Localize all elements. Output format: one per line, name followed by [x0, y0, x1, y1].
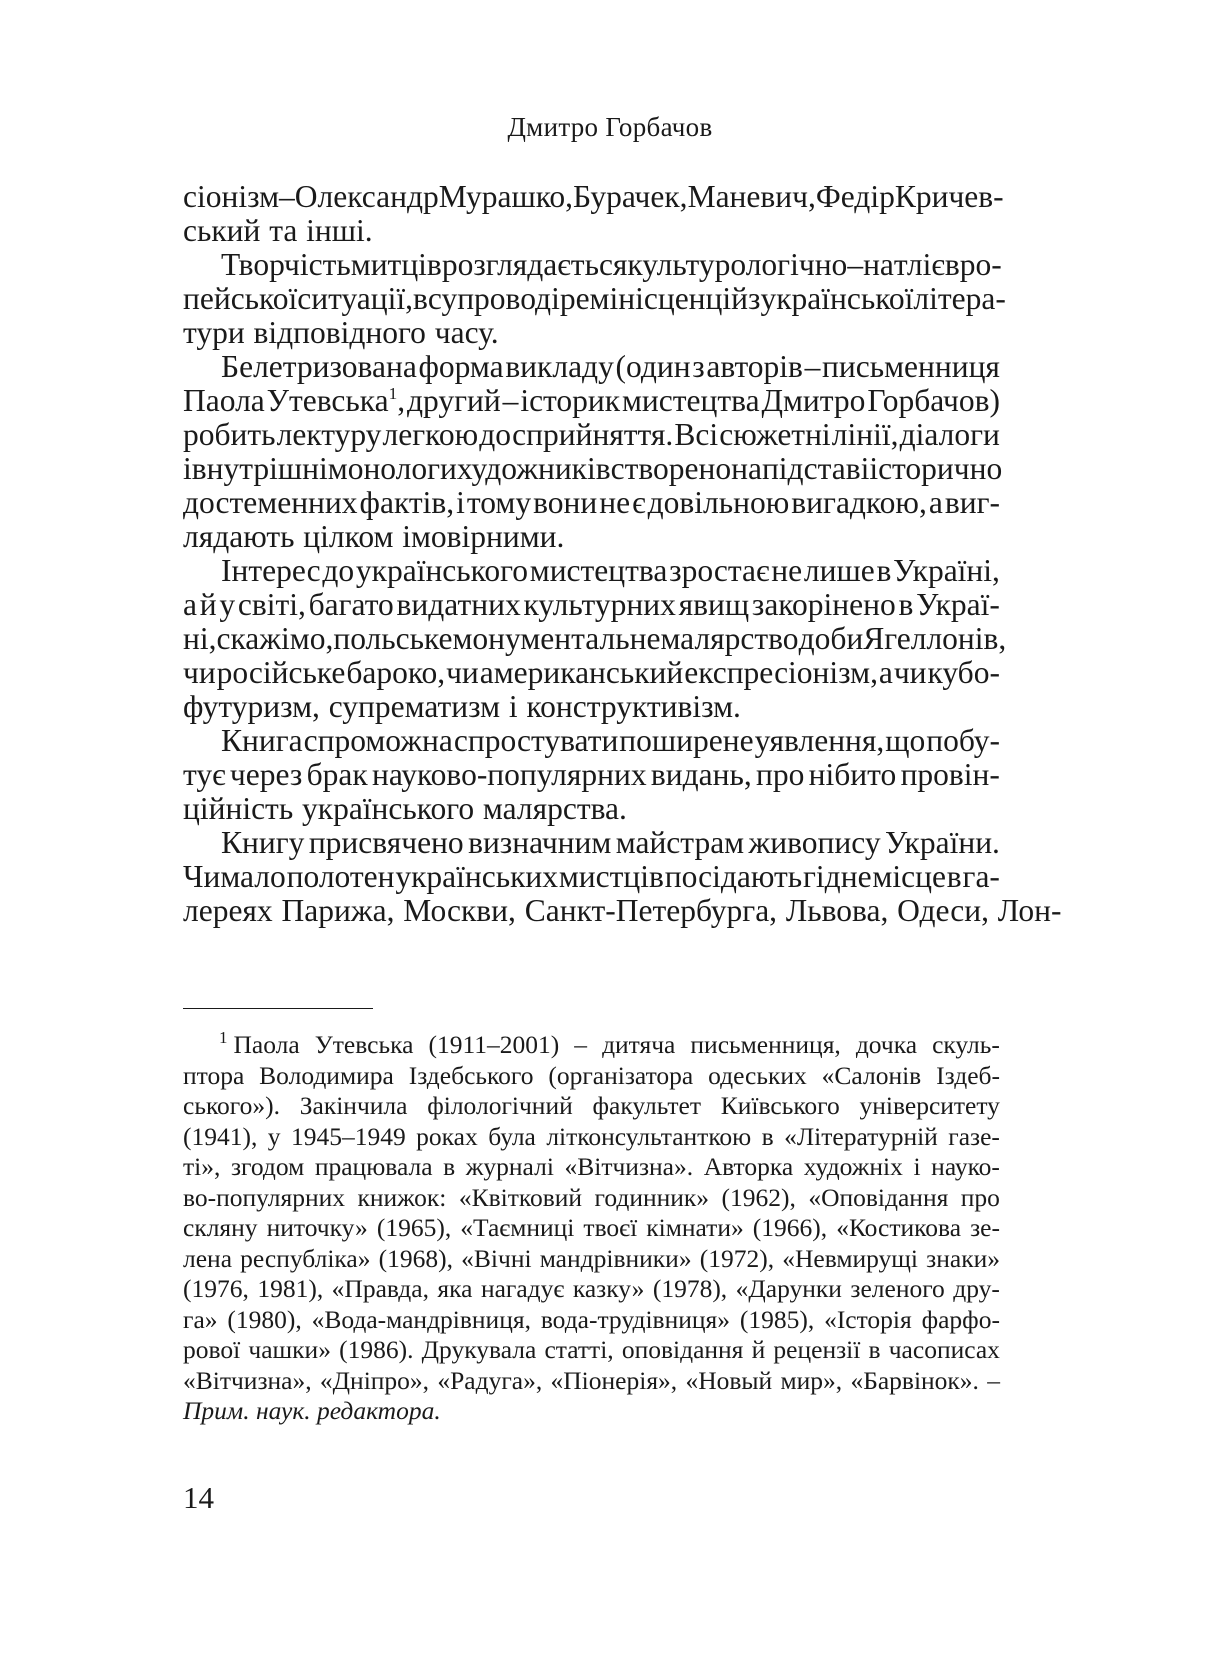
text-line: а й у світі, багато видатних культурних явищ закорінено в Украї-	[183, 587, 1000, 622]
text-line: робить лектуру легкою до сприйняття. Всі сюжетні лінії, діалоги	[183, 417, 1000, 452]
footnote-line: птора Володимира Іздебського (організатора одеських «Салонів Іздеб-	[183, 1060, 1000, 1090]
footnote	[183, 1030, 1000, 1427]
footnote-marker: 1	[219, 1028, 228, 1047]
paragraph	[183, 179, 1004, 248]
footnote-line: (1941), у 1945–1949 роках була літконсультанткою в «Літературній газе-	[183, 1121, 1000, 1151]
footnote-line: га» (1980), «Вода-мандрівниця, вода-трудівниця» (1985), «Історія фарфо-	[183, 1304, 1000, 1334]
text-line: достеменних фактів, і тому вони не є довільною вигадкою, а виг-	[183, 485, 1000, 520]
footnote-line: ті», згодом працювала в журналі «Вітчизна». Авторка художніх і науко-	[183, 1152, 1000, 1181]
text-line: Паола Утевська$^1$, другий – історик мистецтва Дмитро Горбачов)	[183, 383, 1000, 418]
text-line: чи російське бароко, чи американський експресіонізм, а чи кубо-	[183, 655, 1000, 690]
text-line: Книга спроможна спростувати поширене уявлення, що побу-	[221, 723, 1000, 758]
text-line: Белетризована форма викладу (один з авторів – письменниця	[221, 349, 1000, 384]
main-text	[183, 179, 1062, 928]
text-line: пейської ситуації, в супроводі ремінісценцій з української літера-	[183, 281, 1006, 316]
text-line: ційність українського малярства.	[183, 791, 627, 826]
paragraph	[183, 724, 1000, 826]
editor-note: Прим. наук. редактора.	[183, 1396, 441, 1425]
paragraph	[183, 247, 1006, 350]
paragraph	[183, 825, 1062, 928]
footnote-line: рової чашки» (1986). Друкувала статті, оповідання й рецензії в часописах	[183, 1335, 1000, 1364]
text-line: Творчість митців розглядається культурологічно – на тлі євро-	[221, 247, 1002, 282]
text-line: і внутрішні монологи художників створено на підставі історично	[183, 451, 1003, 486]
footnote-line: во-популярних книжок: «Квітковий годинник» (1962), «Оповідання про	[183, 1182, 1000, 1212]
paragraph	[183, 553, 1007, 724]
page-number: 14	[183, 1480, 214, 1515]
text-line: Інтерес до українського мистецтва зростає не лише в Україні,	[221, 553, 1000, 588]
running-head: Дмитро Горбачов	[507, 112, 713, 142]
text-line: Чимало полотен українських мистців посідають гідне місце в га-	[183, 859, 1000, 894]
footnote-separator	[183, 1008, 373, 1009]
text-line: лядають цілком імовірними.	[183, 519, 565, 554]
text-line: Книгу присвячено визначним майстрам живопису України.	[221, 825, 1000, 860]
text-line: ні, скажімо, польське монументальне малярство доби Ягеллонів,	[183, 621, 1007, 656]
footnote-line: (1976, 1981), «Правда, яка нагадує казку» (1978), «Дарунки зеленого дру-	[183, 1274, 1000, 1303]
footnote-line: ського»). Закінчила філологічний факультет Київського університету	[183, 1091, 1000, 1120]
text-line: ський та інші.	[183, 213, 373, 248]
text-line: футуризм, супрематизм і конструктивізм.	[183, 689, 741, 724]
footnote-line: $^1$ Паола Утевська (1911–2001) – дитяча письменниця, дочка скуль-	[219, 1028, 1000, 1059]
text-line: тури відповідного часу.	[183, 315, 499, 350]
footnote-line: скляну ниточку» (1965), «Таємниці твоєї кімнати» (1966), «Костикова зе-	[183, 1213, 1000, 1242]
footnote-line: лена республіка» (1968), «Вічні мандрівники» (1972), «Невмирущі знаки»	[183, 1243, 1000, 1273]
paragraph	[183, 349, 1003, 554]
text-line: сіонізм – Олександр Мурашко, Бурачек, Маневич, Федір Кричев-	[183, 179, 1004, 214]
text-line: тує через брак науково-популярних видань, про нібито провін-	[183, 757, 1000, 792]
text-line: лереях Парижа, Москви, Санкт-Петербурга, Львова, Одеси, Лон-	[183, 893, 1062, 928]
footnote-line: «Вітчизна», «Дніпро», «Радуга», «Піонерія», «Новый мир», «Барвінок». –	[183, 1365, 1000, 1395]
